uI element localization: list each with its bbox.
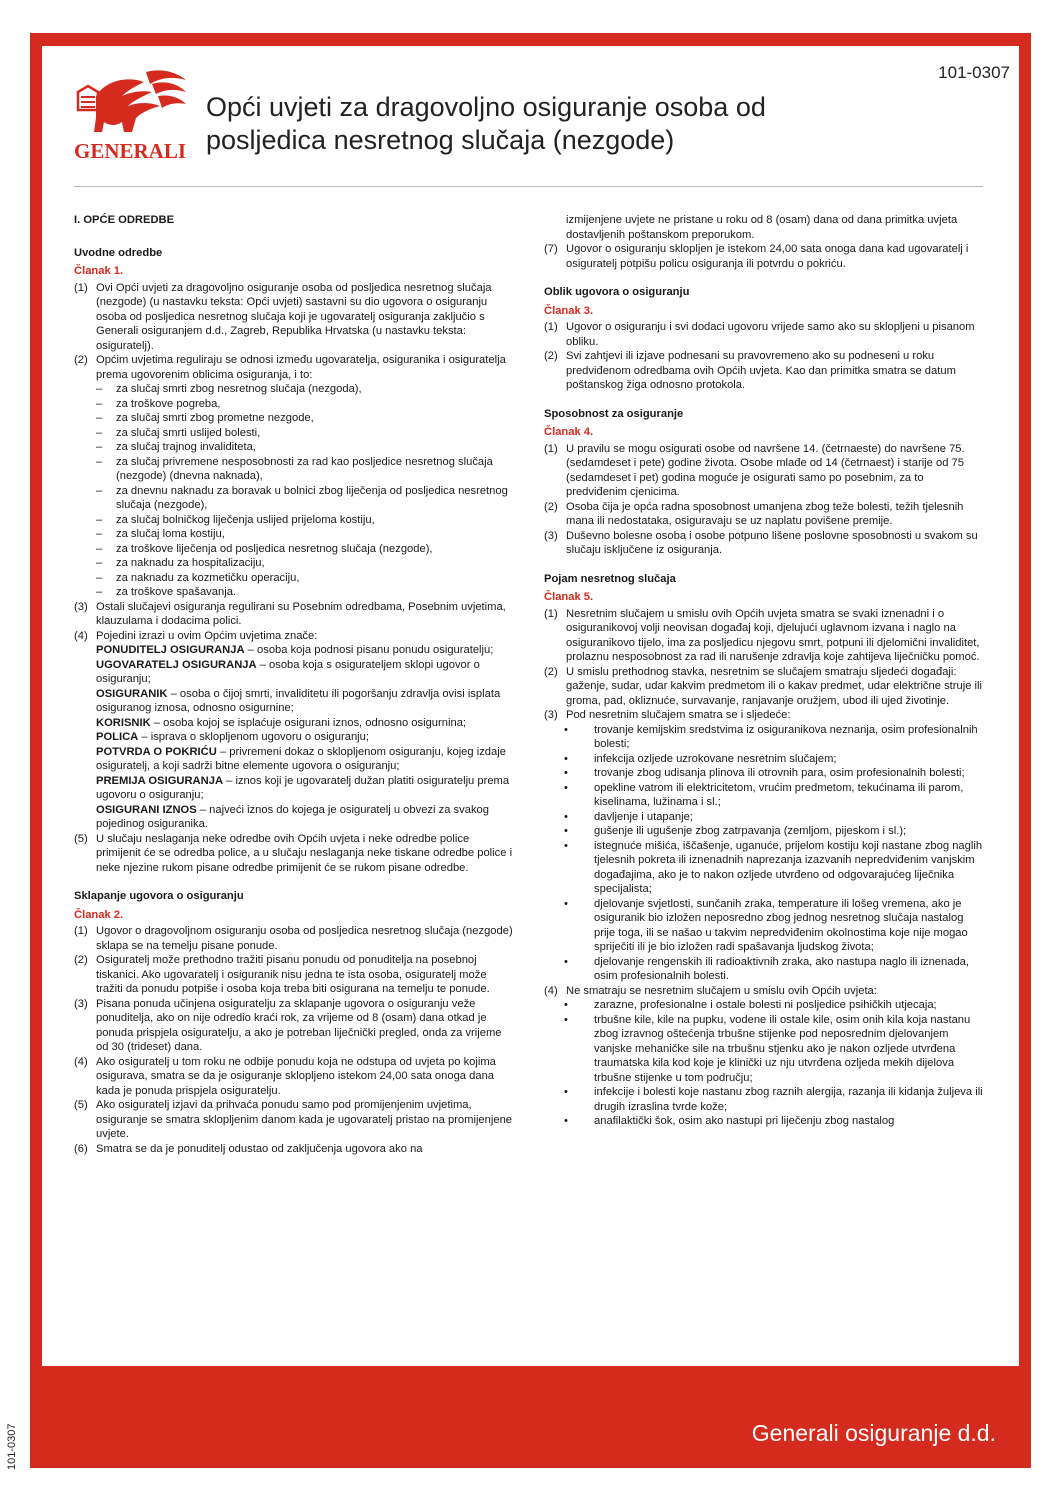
bullet-item: • anafilaktički šok, osim ako nastupi pri liječenju zbog nastalog [564,1115,895,1127]
paragraph: (2) Općim uvjetima reguliraju se odnosi između ugovaratelja, osiguranika i osiguratelja prema ugovorenim oblicima osiguranja, i to: [74,354,506,381]
side-document-code: 101-0307 [6,1423,18,1470]
list-item: – za slučaj bolničkog liječenja uslijed prijeloma kostiju, [96,513,375,526]
subheading: Pojam nesretnog slučaja [544,572,676,585]
paragraph: (4) Ako osiguratelj u tom roku ne odbije ponudu koja ne odstupa od uvjeta po kojima osigurava, smatra se da je osiguranje sklopljeno istekom 24,00 sata onoga dana kada je ponuda prispjela osiguratelju. [74,1055,496,1097]
article-heading: Članak 1. [74,265,124,277]
paragraph: (3) Duševno bolesne osoba i osobe potpuno lišene poslovne sposobnosti u svakom su slučaju isključene iz osiguranja. [544,529,978,556]
paragraph: (2) Osiguratelj može prethodno tražiti pisanu ponudu od ponuditelja na posebnoj tiskanici. Ako ugovaratelj i osiguranik nisu jedna te ista osoba, osiguratelj može tražiti da ponudu potpiše i osoba koja treba biti osigurana na temelju te ponude. [74,954,490,995]
list-item: – za slučaj loma kostiju, [96,528,225,540]
list-item: – za slučaj trajnog invaliditeta, [96,441,256,453]
paragraph: (4) Ne smatraju se nesretnim slučajem u smislu ovih Općih uvjeta: [544,984,877,997]
footer-company-name: Generali osiguranje d.d. [751,1420,996,1446]
list-item: – za slučaj smrti zbog nesretnog slučaja (nezgoda), [96,383,362,395]
list-item: – za troškove spašavanja. [96,586,237,598]
paragraph: (2) Svi zahtjevi ili izjave podnesani su pravovremeno ako su podneseni u roku predviđenom odredbama ovih Općih uvjeta. Kao dan primitka smatra se datum poštanskog žiga odnosno protokola. [544,350,956,391]
article-heading: Članak 5. [544,591,594,603]
bullet-item: • trbušne kile, kile na pupku, vodene ili ostale kile, osim onih kila koja nastanu zbog izravnog oštećenja trbušne stijenke pod neposrednim djelovanjem vanjske mehaničke sile na trbušnu stjenku ako je nakon ozljede utvrđena traumatska kila kod koje je klinički uz nju utvrđena ozljeda mekih dijelova trbušne stijenke u tom području; [564,1013,971,1084]
article-heading: Članak 4. [544,426,594,438]
article-heading: Članak 2. [74,908,124,921]
list-item: – za dnevnu naknadu za boravak u bolnici zbog liječenja od posljedica nesretnog slučaja (nezgode), [96,484,508,511]
header-divider [74,186,983,187]
paragraph: (1) Ugovor o dragovoljnom osiguranju osoba od posljedica nesretnog slučaja (nezgode) sklapa se na temelju pisane ponude. [74,925,513,952]
list-item: – za naknadu za hospitalizaciju, [96,557,265,569]
bullet-item: • djelovanje rengenskih ili radioaktivnih zraka, ako nastupa naglo ili iznenada, osim profesionalnih bolesti. [564,955,970,982]
title-line-2: posljedica nesretnog slučaja (nezgode) [206,125,675,155]
page-title [206,91,906,157]
logo-wordmark: GENERALI [73,139,187,162]
bullet-item: • trovanje kemijskim sredstvima iz osiguranikova neznanja, osim profesionalnih bolesti; [564,723,978,750]
paragraph: (4) Pojedini izrazi u ovim Općim uvjetima znače: [74,629,318,642]
subheading: Sklapanje ugovora o osiguranju [74,890,244,902]
subheading: Oblik ugovora o osiguranju [544,286,690,298]
definition: KORISNIK – osoba kojoj se isplaćuje osigurani iznos, odnosno osigurnina; [96,716,467,729]
bullet-item: • istegnuće mišića, iščašenje, uganuće, prijelom kostiju koji nastane zbog naglih tjelesnih pokreta ili iznenadnih naprezanja izazvanih nepredviđenim vanjskim događajima, ako je to nakon ozljede utvrđeno od odgovarajućeg liječnika specijalista; [564,839,983,895]
paragraph: (1) Ovi Opći uvjeti za dragovoljno osiguranje osoba od posljedica nesretnog slučaja (nezgode) (u nastavku teksta: Opći uvjeti) sastavni su dio ugovora o osiguranju osoba od posljedica nesretnog slučaja koji je ugovaratelj osiguranja zaključio s Generali osiguranjem d.d., Zagreb, Republika Hrvatska (u nastavku teksta: osiguratelj). [74,281,492,352]
list-item: – za slučaj smrti zbog prometne nezgode, [96,412,314,424]
definition: OSIGURANIK – osoba o čijoj smrti, invaliditetu ili pogoršanju zdravlja ovisi isplata osiguranog iznosa, odnosno osigurnine; [96,687,501,714]
bullet-item: • opekline vatrom ili elektricitetom, vrućim predmetom, tekućinama ili parom, kiselinama, lužinama i sl.; [564,781,964,808]
paragraph-continued: izmijenjene uvjete ne pristane u roku od 8 (osam) dana od dana primitka uvjeta dostavljenih poštanskom preporukom. [566,214,958,241]
paragraph: (5) U slučaju neslaganja neke odredbe ovih Općih uvjeta i neke odredbe police primijenit će se odredba police, a u slučaju neslaganja neke tiskane odredbe police i neke njezine rukom pisane odredbe primijenit će se rukom pisane odredbe. [74,832,513,874]
subheading: Sposobnost za osiguranje [544,407,684,420]
bullet-item: • trovanje zbog udisanja plinova ili otrovnih para, osim profesionalnih bolesti; [564,767,965,779]
document-code: 101-0307 [938,63,1010,82]
article-heading: Članak 3. [544,304,594,317]
bullet-item: • infekcije i bolesti koje nastanu zbog raznih alergija, razanja ili kidanja žuljeva ili drugih izraslina tvrde kože; [564,1086,983,1113]
paragraph: (2) U smislu prethodnog stavka, nesretnim se slučajem smatraju sljedeći događaji: gaženje, sudar, udar kakvim predmetom ili o kakav predmet, udar električne struje ili groma, pad, okliznuće, survavanje, ranjavanje oružjem, ubod ili ujed životinje. [544,665,982,707]
paragraph: (3) Ostali slučajevi osiguranja regulirani su Posebnim odredbama, Posebnim uvjetima, klauzulama i dodacima polici. [74,600,506,627]
paragraph: (1) Ugovor o osiguranju i svi dodaci ugovoru vrijede samo ako su sklopljeni u pisanom obliku. [544,321,975,348]
definition: PREMIJA OSIGURANJA – iznos koji je ugovaratelj dužan platiti osiguratelju prema ugovoru o osiguranju; [96,774,510,801]
paragraph: (1) Nesretnim slučajem u smislu ovih Općih uvjeta smatra se svaki iznenadni i o osiguranikovoj volji neovisan događaj koji, djelujući uglavnom izvana i naglo na osiguranikovo tijelo, ima za posljedicu njegovu smrt, potpuni ili djelomični invaliditet, prolaznu nesposobnost za rad ili narušenje zdravlja koje zahtijeva liječničku pomoć. [544,607,980,663]
list-item: – za slučaj smrti uslijed bolesti, [96,426,261,439]
left-column [74,213,514,1156]
bullet-item: • infekcija ozljede uzrokovane nesretnim slučajem; [564,752,837,765]
definition: POTVRDA O POKRIĆU – privremeni dokaz o sklopljenom osiguranju, kojeg izdaje osiguratelj, a koji sadrži bitne elemente ugovora o osiguranju; [96,745,506,772]
right-column [544,213,984,1129]
bullet-item: • gušenje ili ugušenje zbog zatrpavanja (zemljom, pijeskom i sl.); [564,825,907,837]
list-item: – za slučaj privremene nesposobnosti za rad kao posljedice nesretnog slučaja (nezgode) (dnevna naknada), [96,455,493,482]
paragraph: (1) U pravilu se mogu osigurati osobe od navršene 14. (četrnaeste) do navršene 75. (sedamdeset i pete) godine života. Osobe mlađe od 14 (četrnaest) i starije od 75 (sedamdeset i pet) godina moguće je osigurati samo po posebnim, za to predviđenim cjenicima. [544,442,965,498]
paragraph: (3) Pod nesretnim slučajem smatra se i sljedeće: [544,709,791,721]
definition: OSIGURANI IZNOS – najveći iznos do kojega je osiguratelj u obvezi za svakog pojedinog osiguranika. [96,803,489,830]
list-item: – za naknadu za kozmetičku operaciju, [96,571,300,584]
list-item: – za troškove pogreba, [96,397,221,410]
paragraph: (7) Ugovor o osiguranju sklopljen je istekom 24,00 sata onoga dana kad ugovaratelj i osiguratelj potpišu policu osiguranja ili potvrdu o pokriću. [544,243,969,270]
subheading: Uvodne odredbe [74,246,163,259]
bullet-item: • djelovanje svjetlosti, sunčanih zraka, temperature ili lošeg vremena, ako je osiguranik bio izložen neposredno zbog jednog nesretnog slučaja nastalog prije toga, ili se našao u takvim nepredviđenim okolnostima koje nije mogao spriječiti ili je bio izložen radi spašavanja ljudskog života; [564,897,968,953]
list-item: – za troškove liječenja od posljedica nesretnog slučaja (nezgode), [96,542,433,555]
paragraph: (5) Ako osiguratelj izjavi da prihvaća ponudu samo pod promijenjenim uvjetima, osiguranje se smatra sklopljenim danom kada je ugovaratelj pristao na promijenjene uvjete. [74,1099,513,1140]
definition: PONUDITELJ OSIGURANJA – osoba koja podnosi pisanu ponudu osiguratelju; [96,644,494,656]
paragraph: (6) Smatra se da je ponuditelj odustao od zaključenja ugovora ako na [74,1142,423,1155]
section-heading: I. OPĆE ODREDBE [74,214,175,226]
generali-lion-logo [72,66,188,162]
paragraph: (2) Osoba čija je opća radna sposobnost umanjena zbog teže bolesti, težih tjelesnih mana ili nedostataka, osiguravaju se uz naplatu povišene premije. [544,500,964,527]
paragraph: (3) Pisana ponuda učinjena osiguratelju za sklapanje ugovora o osiguranju veže ponuditelja, ako on nije odredio kraći rok, za vrijeme od 8 (osam) dana otkad je ponuda prispjela osiguratelju, a ako je potreban liječnički pregled, onda za vrijeme od 30 (trideset) dana. [74,997,502,1053]
definition: UGOVARATELJ OSIGURANJA – osoba koja s osigurateljem sklopi ugovor o osiguranju; [96,658,480,685]
title-line-1: Opći uvjeti za dragovoljno osiguranje osoba od [206,92,766,122]
bullet-item: • zarazne, profesionalne i ostale bolesti ni posljedice psihičkih utjecaja; [564,999,937,1011]
definition: POLICA – isprava o sklopljenom ugovoru o osiguranju; [96,731,369,743]
bullet-item: • davljenje i utapanje; [564,810,693,823]
